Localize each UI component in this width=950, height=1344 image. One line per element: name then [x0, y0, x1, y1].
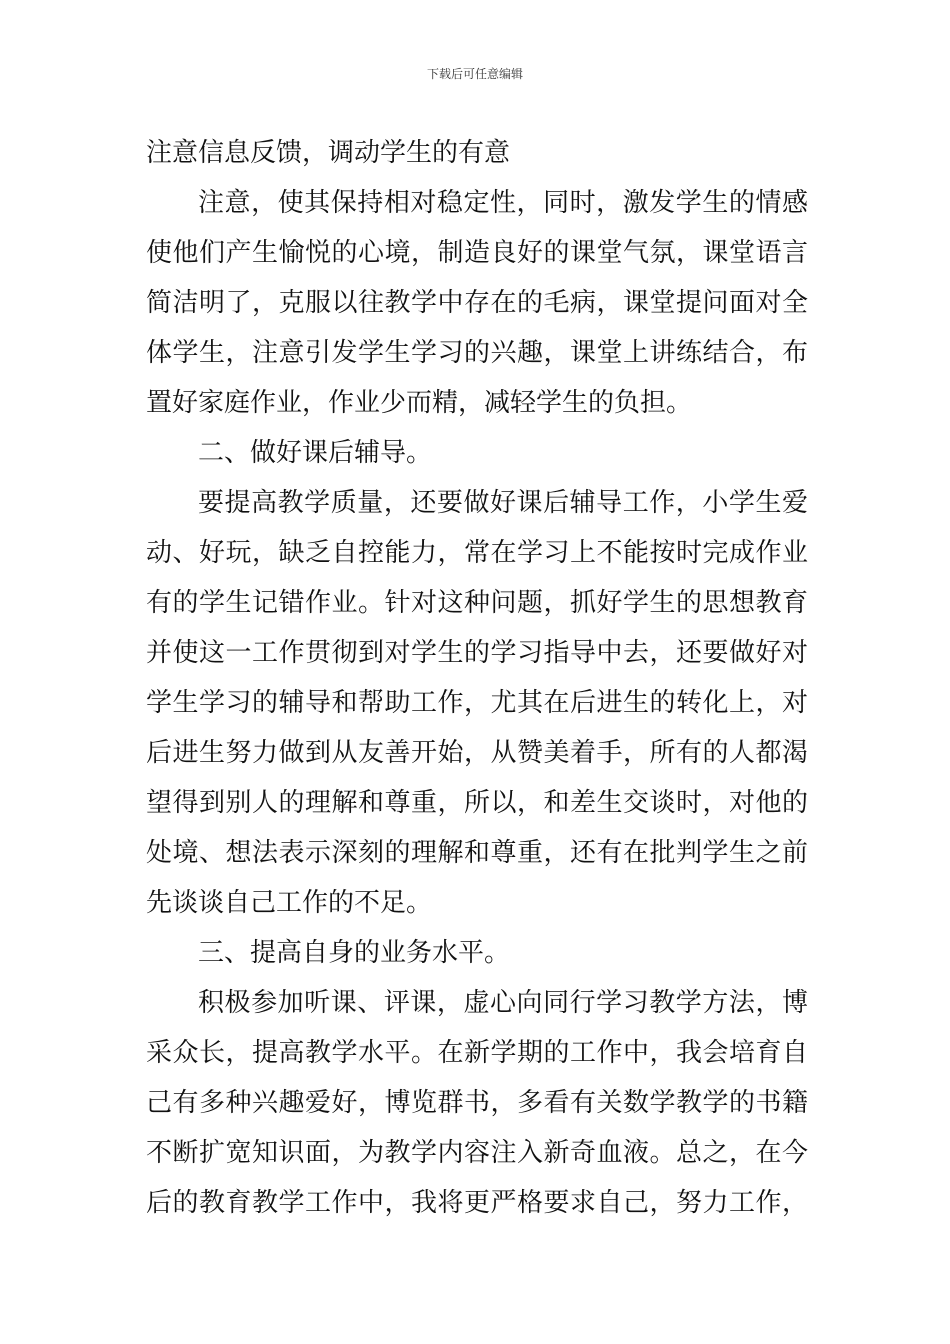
page-header: 下载后可任意编辑 [426, 67, 523, 81]
text-line: 置好家庭作业，作业少而精，减轻学生的负担。 [146, 388, 693, 418]
text-line: 后的教育教学工作中，我将更严格要求自己，努力工作， [146, 1188, 808, 1218]
document-body [146, 128, 808, 1228]
text-line: 采众长，提高教学水平。在新学期的工作中，我会培育自 [146, 1038, 808, 1068]
text-line: 先谈谈自己工作的不足。 [146, 888, 433, 918]
text-line: 注意，使其保持相对稳定性，同时，激发学生的情感 [198, 188, 808, 218]
text-line: 处境、想法表示深刻的理解和尊重，还有在批判学生之前 [146, 838, 808, 868]
text-line: 简洁明了，克服以往教学中存在的毛病，课堂提问面对全 [146, 288, 808, 318]
text-line: 有的学生记错作业。针对这种问题，抓好学生的思想教育 [146, 588, 808, 618]
text-line: 三、提高自身的业务水平。 [198, 938, 511, 968]
text-line: 望得到别人的理解和尊重，所以，和差生交谈时，对他的 [146, 788, 808, 818]
text-line: 积极参加听课、评课，虚心向同行学习教学方法，博 [198, 988, 808, 1018]
text-line: 不断扩宽知识面，为教学内容注入新奇血液。总之，在今 [146, 1138, 808, 1168]
text-line: 体学生，注意引发学生学习的兴趣，课堂上讲练结合，布 [146, 338, 808, 368]
text-line: 要提高教学质量，还要做好课后辅导工作，小学生爱 [198, 488, 808, 518]
text-line: 后进生努力做到从友善开始，从赞美着手，所有的人都渴 [146, 738, 808, 768]
text-line: 学生学习的辅导和帮助工作，尤其在后进生的转化上，对 [146, 688, 808, 718]
text-line: 动、好玩，缺乏自控能力，常在学习上不能按时完成作业 [146, 538, 808, 568]
text-line: 使他们产生愉悦的心境，制造良好的课堂气氛，课堂语言 [146, 238, 808, 268]
text-line: 二、做好课后辅导。 [198, 438, 433, 468]
text-line: 注意信息反馈，调动学生的有意 [146, 138, 511, 168]
text-line: 并使这一工作贯彻到对学生的学习指导中去，还要做好对 [146, 638, 808, 668]
text-line: 己有多种兴趣爱好，博览群书，多看有关数学教学的书籍 [146, 1088, 808, 1118]
